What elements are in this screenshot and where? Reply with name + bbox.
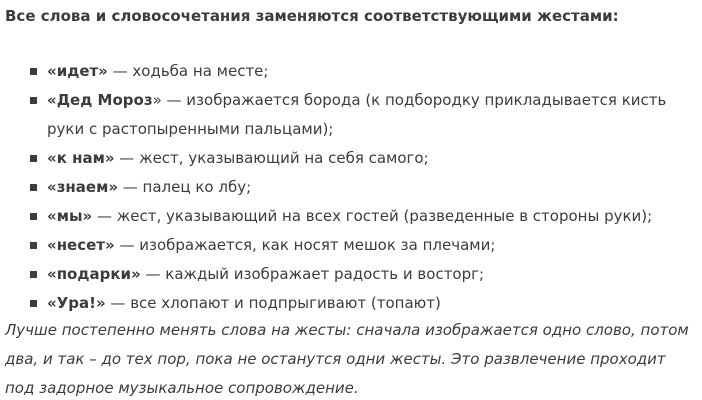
list-item (0, 260, 702, 289)
item-description: — изображается борода (к подбородку прикладывается кисть руки с растопыренными пальцами); (47, 91, 667, 138)
item-term: «Дед Мороз (47, 91, 153, 109)
list-item (0, 57, 702, 86)
item-term: «Ура!» (47, 294, 106, 312)
item-description: — жест, указывающий на себя самого; (114, 149, 429, 167)
item-description: — ходьба на месте; (107, 62, 269, 80)
list-item (0, 202, 702, 231)
item-description: — изображается, как носят мешок за плечами; (114, 236, 496, 254)
section-heading: Все слова и словосочетания заменяются соответствующими жестами: (5, 7, 619, 25)
list-item (0, 86, 702, 144)
closing-paragraph: Лучше постепенно менять слова на жесты: сначала изображается одно слово, потом два, и так – до тех пор, пока не останутся одни жесты. Это развлечение проходит под задорное музыкальное сопровождение. (5, 321, 689, 397)
item-term-tail: » (152, 91, 162, 109)
item-description: — все хлопают и подпрыгивают (топают) (105, 294, 441, 312)
item-term: «несет» (47, 236, 115, 254)
item-description: — каждый изображает радость и восторг; (140, 265, 485, 283)
list-item (0, 144, 702, 173)
item-description: — жест, указывающий на всех гостей (разведенные в стороны руки); (92, 207, 653, 225)
item-term: «знаем» (47, 178, 119, 196)
item-term: «мы» (47, 207, 93, 225)
gesture-list (0, 57, 702, 318)
list-item (0, 231, 702, 260)
item-term: «к нам» (47, 149, 115, 167)
item-description: — палец ко лбу; (118, 178, 252, 196)
list-item (0, 289, 702, 318)
item-term: «идет» (47, 62, 108, 80)
list-item (0, 173, 702, 202)
item-term: «подарки» (47, 265, 141, 283)
